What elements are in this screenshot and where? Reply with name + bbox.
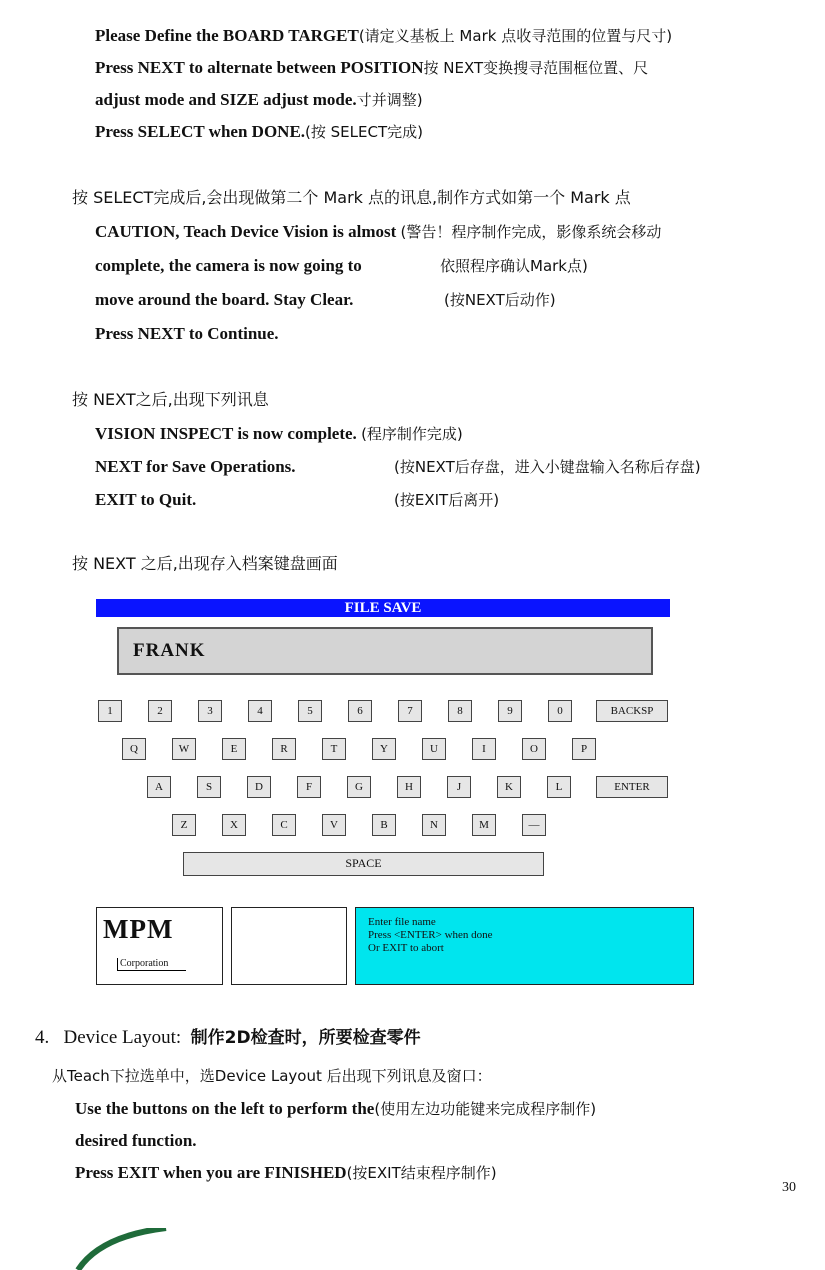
enter-key[interactable]: ENTER [596,776,668,798]
instruction-line [95,25,672,47]
key-R[interactable]: R [272,738,296,760]
section-number: 4. [35,1027,50,1048]
text-en: VISION INSPECT is now complete. [95,424,357,443]
mpm-logo: MPM [103,914,174,944]
section-intro: 从Teach下拉选单中，选Device Layout 后出现下列讯息及窗口： [52,1067,492,1085]
key-O[interactable]: O [522,738,546,760]
page-number: 30 [782,1180,796,1195]
text-cn: 依照程序确认Mark点) [440,257,588,275]
key-Y[interactable]: Y [372,738,396,760]
key-7[interactable]: 7 [398,700,422,722]
key-M[interactable]: M [472,814,496,836]
text-en: Use the buttons on the left to perform the [75,1099,375,1118]
key-J[interactable]: J [447,776,471,798]
message-line [75,1098,596,1120]
key-3[interactable]: 3 [198,700,222,722]
prompt-panel [355,907,694,985]
text-cn: (请定义基板上 Mark 点收寻范围的位置与尺寸) [358,27,673,45]
message-line: NEXT for Save Operations. [95,457,296,476]
text-en: move around the board. Stay Clear. [95,290,354,309]
key-2[interactable]: 2 [148,700,172,722]
key-L[interactable]: L [547,776,571,798]
caution-line [95,221,661,243]
caution-line: Press NEXT to Continue. [95,324,279,343]
step-text: 按 NEXT 之后,出现存入档案键盘画面 [72,554,338,573]
key-A[interactable]: A [147,776,171,798]
key-I[interactable]: I [472,738,496,760]
logo-swoosh-icon [70,1228,170,1270]
filename-input[interactable]: FRANK [117,627,653,675]
key-N[interactable]: N [422,814,446,836]
key-8[interactable]: 8 [448,700,472,722]
text-cn: 按 NEXT变换搜寻范围框位置、尺 [423,59,649,77]
file-save-title-bar: FILE SAVE [96,599,670,617]
message-line [95,423,463,445]
instruction-line [95,57,648,79]
key-E[interactable]: E [222,738,246,760]
text-cn: (按NEXT后存盘，进入小键盘输入名称后存盘) [394,458,701,476]
key-0[interactable]: 0 [548,700,572,722]
key-F[interactable]: F [297,776,321,798]
key-S[interactable]: S [197,776,221,798]
caution-line [95,289,353,311]
key-1[interactable]: 1 [98,700,122,722]
caution-line [95,255,362,277]
key-B[interactable]: B [372,814,396,836]
key-5[interactable]: 5 [298,700,322,722]
key-Z[interactable]: Z [172,814,196,836]
key-6[interactable]: 6 [348,700,372,722]
message-line [75,1162,497,1184]
message-line: desired function. [75,1131,197,1150]
text-cn: (按NEXT后动作) [444,291,556,309]
blank-panel [231,907,347,985]
mpm-logo-box [96,907,223,985]
text-cn: (警告！程序制作完成，影像系统会移动 [400,223,662,241]
key-Q[interactable]: Q [122,738,146,760]
key-dash[interactable]: — [522,814,546,836]
corporation-label: Corporation [117,958,186,971]
text-en: Press SELECT when DONE. [95,122,306,141]
text-cn: (程序制作完成) [361,425,463,443]
step-text: 按 SELECT完成后,会出现做第二个 Mark 点的讯息,制作方式如第一个 Mark 点 [72,188,631,207]
backspace-key[interactable]: BACKSP [596,700,668,722]
section-heading [35,1023,421,1049]
prompt-line: Enter file name [368,916,436,928]
section-title-cn: 制作2D检查时，所要检查零件 [190,1028,421,1048]
section-title-en: Device Layout: [63,1027,182,1048]
text-cn: (使用左边功能键来完成程序制作) [374,1100,597,1118]
space-key[interactable]: SPACE [183,852,544,876]
key-G[interactable]: G [347,776,371,798]
instruction-line [95,89,423,111]
instruction-line [95,121,423,143]
key-H[interactable]: H [397,776,421,798]
key-U[interactable]: U [422,738,446,760]
key-C[interactable]: C [272,814,296,836]
text-cn: (按 SELECT完成) [305,123,423,141]
text-en: Press NEXT to alternate between POSITION [95,58,424,77]
text-cn: (按EXIT后离开) [394,491,500,509]
prompt-line: Press <ENTER> when done [368,929,493,941]
key-X[interactable]: X [222,814,246,836]
key-D[interactable]: D [247,776,271,798]
step-text: 按 NEXT之后,出现下列讯息 [72,390,269,409]
text-cn: (按EXIT结束程序制作) [346,1164,497,1182]
key-T[interactable]: T [322,738,346,760]
key-P[interactable]: P [572,738,596,760]
text-en: complete, the camera is now going to [95,256,362,275]
prompt-line: Or EXIT to abort [368,942,444,954]
text-cn: 寸并调整) [356,91,423,109]
text-en: Press EXIT when you are FINISHED [75,1163,347,1182]
text-en: Please Define the BOARD TARGET [95,26,359,45]
key-V[interactable]: V [322,814,346,836]
key-K[interactable]: K [497,776,521,798]
text-en: adjust mode and SIZE adjust mode. [95,90,357,109]
text-en: CAUTION, Teach Device Vision is almost [95,222,397,241]
key-W[interactable]: W [172,738,196,760]
key-4[interactable]: 4 [248,700,272,722]
key-9[interactable]: 9 [498,700,522,722]
message-line: EXIT to Quit. [95,490,197,509]
